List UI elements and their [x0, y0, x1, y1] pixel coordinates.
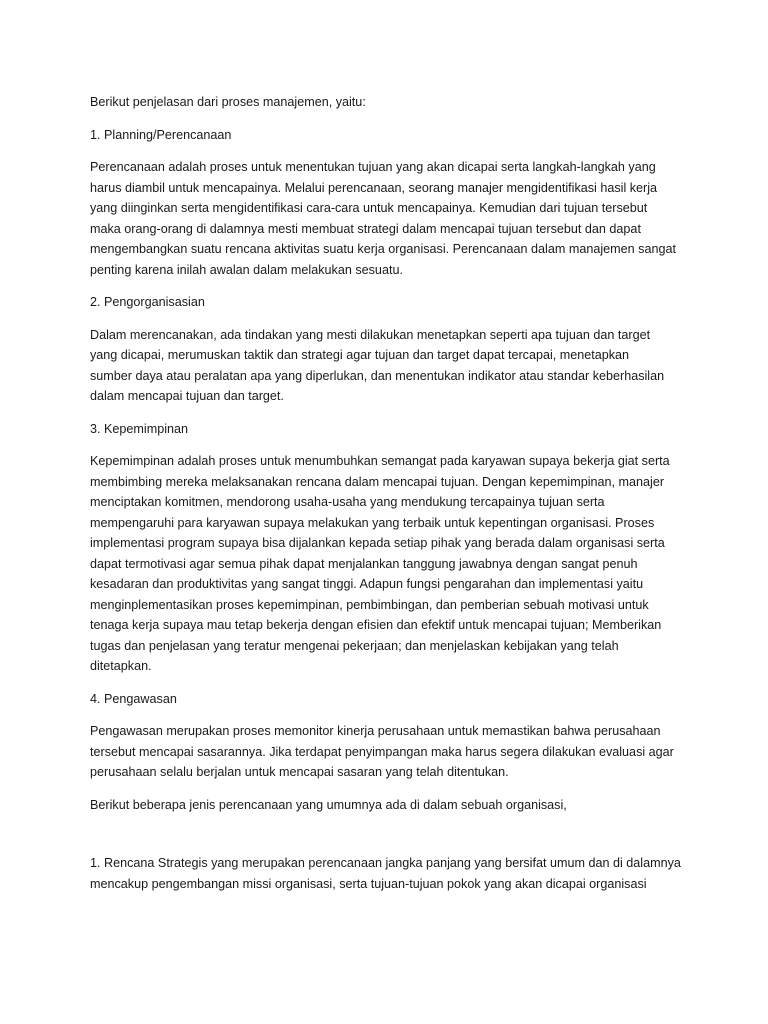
- list-item-line: 1. Rencana Strategis yang merupakan perencanaan jangka panjang yang bersifat umum dan di dalamnya: [90, 856, 681, 870]
- section-heading-leadership: 3. Kepemimpinan: [90, 421, 189, 436]
- list-item-line: mencakup pengembangan missi organisasi, serta tujuan-tujuan pokok yang akan dicapai organisasi: [90, 876, 647, 891]
- body-line: dapat termotivasi agar semua pihak dapat menjalankan tanggung jawabnya dengan sangat penuh: [90, 556, 638, 571]
- section-body-organizing: [90, 325, 690, 407]
- document-page: [90, 92, 690, 894]
- list-item: [90, 853, 690, 894]
- body-line: menginplementasikan proses kepemimpinan, pembimbingan, dan pemberian sebuah motivasi untuk: [90, 597, 649, 612]
- body-line: membimbing mereka melaksanakan rencana dalam mencapai tujuan. Dengan kepemimpinan, manajer: [90, 474, 665, 489]
- body-line: Perencanaan adalah proses untuk menentukan tujuan yang akan dicapai serta langkah-langkah yang: [90, 160, 656, 174]
- section-heading-controlling: 4. Pengawasan: [90, 691, 177, 706]
- body-line: yang diinginkan serta mengidentifikasi cara-cara untuk mencapainya. Kemudian dari tujuan tersebut: [90, 201, 648, 215]
- section-body-controlling: [90, 721, 690, 783]
- body-line: perusahaan selalu berjalan untuk mencapai sasaran yang telah ditentukan.: [90, 765, 509, 779]
- body-line: kesadaran dan produktivitas yang sangat tinggi. Adapun fungsi pengarahan dan implementasi yaitu: [90, 577, 644, 591]
- body-line: tenaga kerja supaya mau tetap bekerja dengan efisien dan efektif untuk mencapai tujuan; Memberikan: [90, 618, 662, 632]
- body-line: tersebut mencapai sasarannya. Jika terdapat penyimpangan maka harus segera dilakukan evaluasi agar: [90, 744, 674, 759]
- body-line: Kepemimpinan adalah proses untuk menumbuhkan semangat pada karyawan supaya bekerja giat serta: [90, 454, 670, 468]
- intro-text: Berikut penjelasan dari proses manajemen, yaitu:: [90, 95, 366, 109]
- body-line: yang dicapai, merumuskan taktik dan strategi agar tujuan dan target dapat tercapai, menetapkan: [90, 348, 630, 362]
- body-line: maka orang-orang di dalamnya mesti membuat strategi dalam mencapai tujuan tersebut dan dapat: [90, 221, 641, 236]
- body-line: Pengawasan merupakan proses memonitor kinerja perusahaan untuk memastikan bahwa perusahaan: [90, 724, 661, 738]
- body-line: menciptakan komitmen, mendorong usaha-usaha yang mendukung tercapainya tujuan serta: [90, 495, 605, 509]
- body-line: harus diambil untuk mencapainya. Melalui perencanaan, seorang manajer mengidentifikasi hasil kerja: [90, 180, 658, 195]
- section-body-leadership: [90, 451, 690, 677]
- section-body-planning: [90, 157, 690, 280]
- body-line: mempengaruhi para karyawan supaya melakukan yang terbaik untuk kepentingan organisasi. Proses: [90, 515, 655, 530]
- body-line: ditetapkan.: [90, 659, 152, 673]
- section-heading-planning: 1. Planning/Perencanaan: [90, 127, 232, 142]
- closing-text: Berikut beberapa jenis perencanaan yang umumnya ada di dalam sebuah organisasi,: [90, 797, 567, 812]
- body-line: sumber daya atau peralatan apa yang diperlukan, dan menentukan indikator atau standar keberhasilan: [90, 368, 665, 383]
- section-heading-organizing: 2. Pengorganisasian: [90, 295, 205, 309]
- body-line: penting karena inilah awalan dalam melakukan sesuatu.: [90, 262, 403, 277]
- body-line: dalam mencapai tujuan dan target.: [90, 389, 284, 403]
- body-line: mengembangkan suatu rencana aktivitas suatu kerja organisasi. Perencanaan dalam manajemen sangat: [90, 242, 676, 256]
- body-line: Dalam merencanakan, ada tindakan yang mesti dilakukan menetapkan seperti apa tujuan dan target: [90, 327, 651, 342]
- body-line: tugas dan penjelasan yang teratur mengenai pekerjaan; dan menjelaskan kebijakan yang telah: [90, 638, 619, 653]
- body-line: implementasi program supaya bisa dijalankan kepada setiap pihak yang berada dalam organisasi serta: [90, 536, 665, 550]
